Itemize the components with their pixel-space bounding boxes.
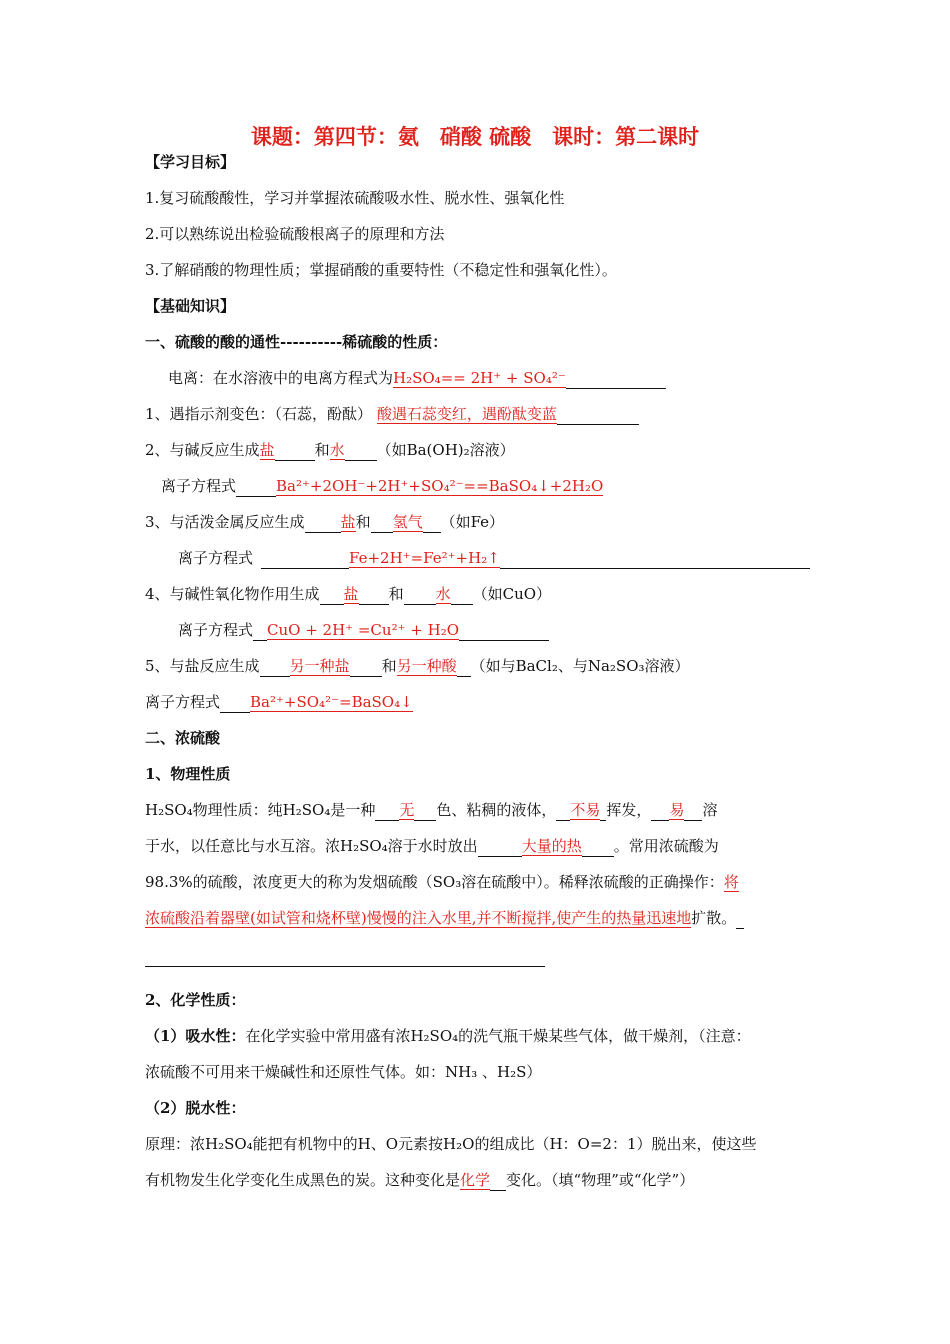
answer-blank — [556, 803, 570, 821]
hygroscopic-label: （1）吸水性： — [145, 1027, 246, 1045]
item-2-equation-line — [161, 476, 603, 497]
objective-2: 2.可以熟练说出检验硫酸根离子的原理和方法 — [145, 225, 445, 243]
item-5-answer-a: 另一种盐 — [289, 657, 350, 675]
item-5-line — [145, 656, 690, 677]
item-3-answer-b: 氢气 — [392, 513, 423, 531]
answer-blank — [490, 1173, 506, 1191]
answer-blank — [260, 659, 290, 677]
answer-blank — [736, 911, 744, 929]
item-2-equation: Ba²⁺+2OH⁻+2H⁺+SO₄²⁻==BaSO₄↓+2H₂O — [276, 477, 604, 495]
item-3-line — [145, 512, 504, 533]
physical-answer-solubility: 易 — [669, 801, 685, 819]
item-4-answer-a: 盐 — [343, 585, 359, 603]
objective-1: 1.复习硫酸酸性，学习并掌握浓硫酸吸水性、脱水性、强氧化性 — [145, 189, 565, 207]
item-4-note: （如CuO） — [472, 585, 552, 603]
item-1-label: 1、遇指示剂变色：（石蕊，酚酞） — [145, 405, 373, 423]
equation-label: 离子方程式 — [145, 693, 221, 711]
dehydration-label: （2）脱水性： — [145, 1099, 246, 1117]
objective-3: 3.了解硝酸的物理性质；掌握硝酸的重要特性（不稳定性和强氧化性）。 — [145, 261, 617, 279]
physical-text: 挥发， — [606, 801, 652, 819]
item-3-equation-line — [178, 548, 810, 569]
item-3-note: （如Fe） — [440, 513, 505, 531]
item-2-answer-b: 水 — [329, 441, 345, 459]
item-2-answer-a: 盐 — [259, 441, 275, 459]
basics-heading: 【基础知识】 — [145, 297, 236, 315]
answer-blank — [261, 551, 349, 569]
answer-blank — [582, 839, 614, 857]
item-5-answer-b: 另一种酸 — [396, 657, 457, 675]
answer-blank — [566, 371, 666, 389]
physical-text: 溶 — [702, 801, 718, 819]
physical-answer-heat: 大量的热 — [521, 837, 582, 855]
answer-line — [145, 966, 545, 967]
answer-blank — [651, 803, 669, 821]
item-2-line — [145, 440, 515, 461]
equation-label: 离子方程式 — [178, 621, 254, 639]
answer-blank — [414, 803, 436, 821]
answer-blank — [457, 659, 471, 677]
section-2-heading: 二、浓硫酸 — [145, 729, 221, 747]
and-text: 和 — [355, 513, 371, 531]
answer-blank — [423, 515, 441, 533]
physical-answer-volatility: 不易 — [570, 801, 601, 819]
physical-line-3 — [145, 872, 739, 892]
item-4-answer-b: 水 — [435, 585, 451, 603]
ionization-line — [168, 368, 666, 389]
and-text: 和 — [388, 585, 404, 603]
page-title: 课题：第四节：氨 硝酸 硫酸 课时：第二课时 — [250, 124, 700, 149]
physical-properties-heading: 1、物理性质 — [145, 765, 231, 783]
hygroscopic-line-2: 浓硫酸不可用来干燥碱性和还原性气体。如：NH₃ 、H₂S） — [145, 1063, 542, 1081]
and-text: 和 — [314, 441, 330, 459]
item-5-label: 5、与盐反应生成 — [145, 657, 260, 675]
item-3-equation: Fe+2H⁺=Fe²⁺+H₂↑ — [349, 549, 500, 567]
ionization-answer: H₂SO₄== 2H⁺ + SO₄²⁻ — [393, 369, 566, 387]
physical-line-2 — [145, 836, 719, 857]
physical-text: 扩散。 — [691, 909, 737, 927]
answer-blank — [220, 695, 250, 713]
physical-line-4 — [145, 908, 744, 929]
answer-blank — [684, 803, 702, 821]
answer-blank — [459, 623, 549, 641]
answer-blank — [375, 803, 399, 821]
item-1-answer: 酸遇石蕊变红，遇酚酞变蓝 — [376, 405, 557, 423]
answer-blank — [404, 587, 436, 605]
item-4-equation-line — [178, 620, 549, 641]
answer-blank — [350, 659, 382, 677]
physical-answer-color: 无 — [399, 801, 415, 819]
chemical-properties-heading: 2、化学性质： — [145, 991, 246, 1009]
physical-text: H₂SO₄物理性质：纯H₂SO₄是一种 — [145, 801, 376, 819]
physical-text: 色、粘稠的液体， — [436, 801, 557, 819]
physical-text: 于水，以任意比与水互溶。浓H₂SO₄溶于水时放出 — [145, 837, 478, 855]
item-1-line — [145, 404, 639, 425]
dilution-answer-start: 将 — [723, 873, 739, 891]
dilution-answer: 浓硫酸沿着器壁(如试管和烧杯壁)慢慢的注入水里,并不断搅拌,使产生的热量迅速地 — [145, 909, 692, 927]
and-text: 和 — [381, 657, 397, 675]
item-2-note: （如Ba(OH)₂溶液） — [376, 441, 515, 459]
item-3-label: 3、与活泼金属反应生成 — [145, 513, 305, 531]
ionization-label: 电离：在水溶液中的电离方程式为 — [168, 369, 394, 387]
item-5-equation: Ba²⁺+SO₄²⁻=BaSO₄↓ — [250, 693, 413, 711]
item-5-equation-line — [145, 692, 413, 713]
dehydration-text: 有机物发生化学变化生成黑色的炭。这种变化是 — [145, 1171, 461, 1189]
dehydration-line-1: 原理：浓H₂SO₄能把有机物中的H、O元素按H₂O的组成比（H：O=2：1）脱出来，使这些 — [145, 1135, 757, 1153]
answer-blank — [557, 407, 639, 425]
answer-blank — [451, 587, 473, 605]
physical-text: 98.3%的硫酸，浓度更大的称为发烟硫酸（SO₃溶在硫酸中）。稀释浓硫酸的正确操作： — [145, 873, 724, 891]
physical-line-1 — [145, 800, 717, 821]
answer-blank — [371, 515, 393, 533]
answer-blank — [275, 443, 315, 461]
objectives-heading: 【学习目标】 — [145, 153, 236, 171]
item-4-line — [145, 584, 551, 605]
dehydration-text: 变化。（填“物理”或“化学”） — [506, 1171, 695, 1189]
item-3-answer-a: 盐 — [340, 513, 356, 531]
equation-label: 离子方程式 — [178, 549, 254, 567]
item-4-label: 4、与碱性氧化物作用生成 — [145, 585, 320, 603]
physical-text: 。常用浓硫酸为 — [613, 837, 719, 855]
equation-label: 离子方程式 — [161, 477, 237, 495]
hygroscopic-line-1 — [145, 1026, 751, 1046]
item-4-equation: CuO + 2H⁺ =Cu²⁺ + H₂O — [267, 621, 459, 639]
hygroscopic-text: 在化学实验中常用盛有浓H₂SO₄的洗气瓶干燥某些气体，做干燥剂，（注意： — [245, 1027, 751, 1045]
answer-blank — [359, 587, 389, 605]
item-5-note: （如与BaCl₂、与Na₂SO₃溶液） — [470, 657, 690, 675]
dehydration-line-2 — [145, 1170, 694, 1191]
answer-blank — [500, 551, 810, 569]
answer-blank — [253, 623, 267, 641]
dehydration-answer: 化学 — [460, 1171, 491, 1189]
answer-blank — [345, 443, 377, 461]
answer-blank — [320, 587, 344, 605]
item-2-label: 2、与碱反应生成 — [145, 441, 260, 459]
section-1-heading: 一、硫酸的酸的通性----------稀硫酸的性质： — [145, 333, 448, 351]
answer-blank — [236, 479, 276, 497]
answer-blank — [305, 515, 341, 533]
answer-blank — [478, 839, 522, 857]
